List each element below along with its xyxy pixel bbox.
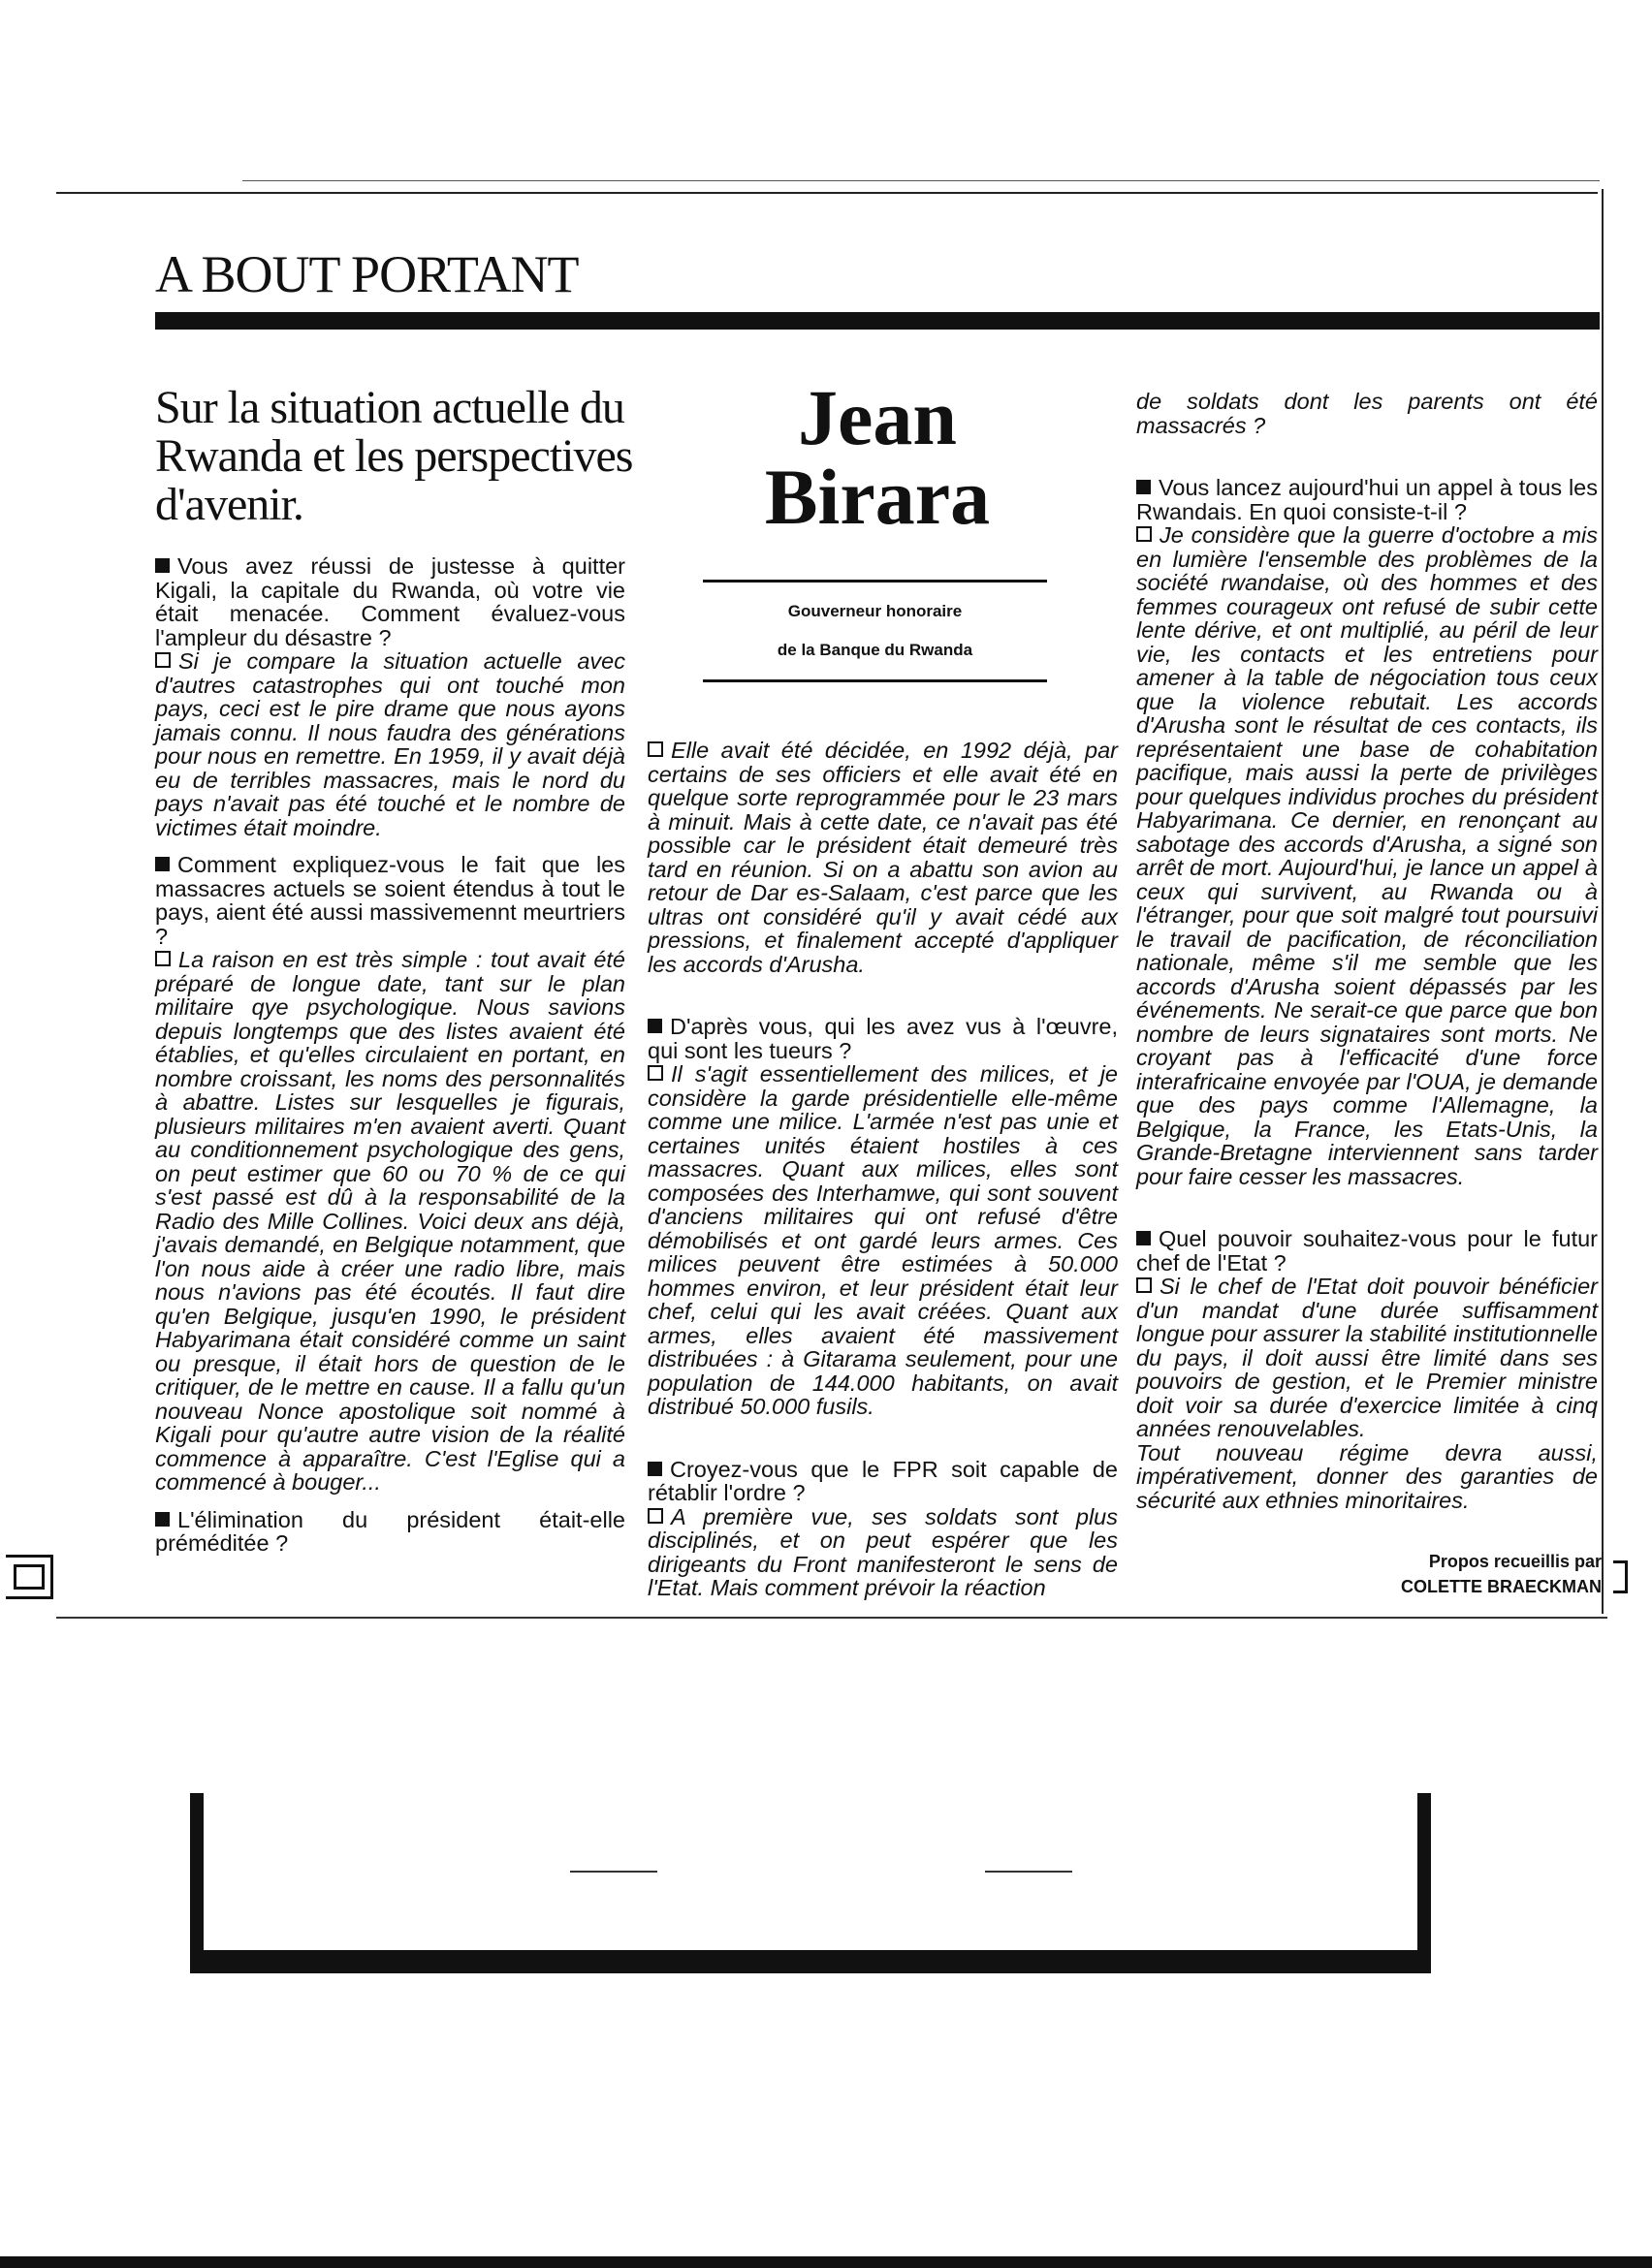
scan-frame-bottom xyxy=(190,1950,1431,1973)
section-title: A BOUT PORTANT xyxy=(155,245,579,303)
answer-bullet-icon xyxy=(155,652,171,668)
answer-continued: de soldats dont les parents ont été massacrés ? xyxy=(1136,389,1598,438)
interviewee-last-name: Birara xyxy=(764,453,991,541)
scan-dash xyxy=(985,1871,1072,1873)
headline: Sur la situation actuelle du Rwanda et les perspectives d'avenir. xyxy=(155,382,633,530)
question: Comment expliquez-vous le fait que les massacres actuels se soient étendus à tout le pays, aient été aussi massivemennt meurtriers ? xyxy=(155,852,625,949)
question: L'élimination du président était-elle préméditée ? xyxy=(155,1506,625,1556)
interviewee-role xyxy=(703,580,1047,682)
question-bullet-icon xyxy=(648,1019,662,1033)
answer: Si je compare la situation actuelle avec d'autres catastrophes qui ont touché mon pays, ceci est le pire drame que nous ayons jamais connu. Il nous faudra des générations pour nous en remettre. En 1959, il y avait déjà eu de terribles massacres, mais le nord du pays n'avait pas été touché et le nombre de victimes était moindre. xyxy=(155,648,625,840)
margin-mark-inner xyxy=(14,1564,45,1590)
role-line-2: de la Banque du Rwanda xyxy=(777,641,973,659)
question: D'après vous, qui les avez vus à l'œuvre, qui sont les tueurs ? xyxy=(648,1014,1118,1063)
answer: Je considère que la guerre d'octobre a mis en lumière l'ensemble des problèmes de la société rwandaise, où des hommes et des femmes courageux ont refusé de subir cette lente dérive, et ont multiplié, au péril de leur vie, les contacts et les entretiens pour amener à la table de négociation tous ceux que la violence rebutait. Les accords d'Arusha sont le résultat de ces contacts, ils représentaient une base de cohabitation pacifique, mais aussi la perte de privilèges pour quelques individus proches du président Habyarimana. Ce dernier, en renonçant au sabotage des accords d'Arusha, a signé son arrêt de mort. Aujourd'hui, je lance un appel à ceux qui survivent, au Rwanda ou à l'étranger, pour que soit malgré tout poursuivi le travail de pacification, de réconciliation nationale, même s'il me semble que les accords d'Arusha soient dépassés par les événements. Ne serait-ce que parce que bon nombre de leurs signataires sont morts. Ne croyant pas à l'efficacité d'une force interafricaine envoyée par l'OUA, je demande que des pays comme l'Allemagne, la Belgique, la France, les Etats-Unis, la Grande-Bretagne interviennent sans tarder pour faire cesser les massacres. xyxy=(1136,522,1598,1189)
question-bullet-icon xyxy=(648,1462,662,1476)
question-bullet-icon xyxy=(1136,480,1151,494)
answer-bullet-icon xyxy=(648,741,663,757)
bottom-rule xyxy=(56,1617,1607,1619)
byline xyxy=(1260,1549,1602,1599)
answer: Si le chef de l'Etat doit pouvoir bénéficier d'un mandat d'une durée suffisamment longue pour assurer la stabilité institutionnelle du pays, il doit aussi être limité dans ses pouvoirs de gestion, et le Premier ministre doit voir sa durée d'exercice limitée à cinq années renouvelables. xyxy=(1136,1274,1598,1441)
margin-bracket xyxy=(1613,1560,1628,1593)
interviewee-name xyxy=(679,373,1076,541)
scan-dash xyxy=(570,1871,657,1873)
section-bar xyxy=(155,312,1600,330)
question-bullet-icon xyxy=(155,558,170,573)
column-2 xyxy=(648,739,1118,1614)
top-rule xyxy=(56,192,1598,194)
answer: La raison en est très simple : tout avait été préparé de longue date, tant sur le plan militaire qye psychologique. Nous savions depuis longtemps que des listes avaient été établies, et qu'elles circulaient en portant, en nombre croissant, les noms des personnalités à abattre. Listes sur lesquelles je figurais, plusieurs militaires m'en avaient averti. Quant au conditionnement psychologique des gens, on peut estimer que 60 ou 70 % de ce qui s'est passé est dû à la responsabilité de la Radio des Mille Collines. Voici deux ans déjà, j'avais demandé, en Belgique notamment, que l'on nous aide à créer une radio libre, mais nous n'avions pas été écoutés. Il faut dire qu'en Belgique, jusqu'en 1990, le président Habyarimana était considéré comme un saint ou presque, il était hors de question de le critiquer, de le mettre en cause. Il a fallu qu'un nouveau Nonce apostolique soit nommé à Kigali pour qu'autre autre vision de la réalité commence à apparaître. C'est l'Eglise qui a commencé à bouger... xyxy=(155,947,625,1495)
column-1 xyxy=(155,554,625,1556)
question-bullet-icon xyxy=(1136,1231,1151,1245)
role-line-1: Gouverneur honoraire xyxy=(787,602,963,620)
answer: Il s'agit essentiellement des milices, et je considère la garde présidentielle elle-même comme une milice. L'armée n'est pas unie et certaines unités étaient hostiles à ces massacres. Quant aux milices, elles sont composées des Interhamwe, qui sont souvent d'anciens militaires qui ont refusé d'être démobilisés et ont gardé leurs armes. Ces milices peuvent être estimées à 50.000 hommes environ, et leur président était leur chef, celui qui les avait créées. Quant aux armes, elles avaient été massivement distribuées : à Gitarama seulement, pour une population de 144.000 habitants, on avait distribué 50.000 fusils. xyxy=(648,1061,1118,1419)
answer-bullet-icon xyxy=(155,951,171,966)
page-edge xyxy=(0,2256,1652,2268)
byline-label: Propos recueillis par xyxy=(1428,1552,1602,1571)
column-3 xyxy=(1136,390,1598,1526)
scan-frame-right xyxy=(1417,1793,1431,1973)
byline-author: COLETTE BRAECKMAN xyxy=(1401,1577,1602,1596)
scan-frame-left xyxy=(190,1793,204,1973)
question: Vous avez réussi de justesse à quitter Kigali, la capitale du Rwanda, où votre vie était menacée. Comment évaluez-vous l'ampleur du désastre ? xyxy=(155,553,625,650)
question: Quel pouvoir souhaitez-vous pour le futur chef de l'Etat ? xyxy=(1136,1226,1598,1276)
answer-bullet-icon xyxy=(648,1508,663,1524)
answer-bullet-icon xyxy=(1136,1277,1152,1293)
interviewee-first-name: Jean xyxy=(798,373,957,461)
question-bullet-icon xyxy=(155,857,170,871)
right-rule xyxy=(1602,189,1604,1614)
answer-bullet-icon xyxy=(648,1065,663,1081)
answer: Elle avait été décidée, en 1992 déjà, par certains de ses officiers et elle avait été en quelque sorte reprogrammée pour le 23 mars à minuit. Mais à cette date, ce n'avait pas été possible car le président était demeuré très tard en réunion. Si on a abattu son avion au retour de Dar es-Salaam, c'est parce que les ultras ont considéré qu'il y avait cédé aux pressions, et finalement accepté d'appliquer les accords d'Arusha. xyxy=(648,738,1118,977)
question: Vous lancez aujourd'hui un appel à tous les Rwandais. En quoi consiste-t-il ? xyxy=(1136,475,1598,524)
answer-paragraph: Tout nouveau régime devra aussi, impérativement, donner des garanties de sécurité aux ethnies minoritaires. xyxy=(1136,1439,1598,1513)
answer: A première vue, ses soldats sont plus disciplinés, et on peut espérer que les dirigeants du Front manifesteront le sens de l'Etat. Mais comment prévoir la réaction xyxy=(648,1503,1118,1600)
answer-bullet-icon xyxy=(1136,526,1152,542)
top-thin-rule xyxy=(242,180,1600,181)
question: Croyez-vous que le FPR soit capable de rétablir l'ordre ? xyxy=(648,1456,1118,1505)
question-bullet-icon xyxy=(155,1512,170,1527)
